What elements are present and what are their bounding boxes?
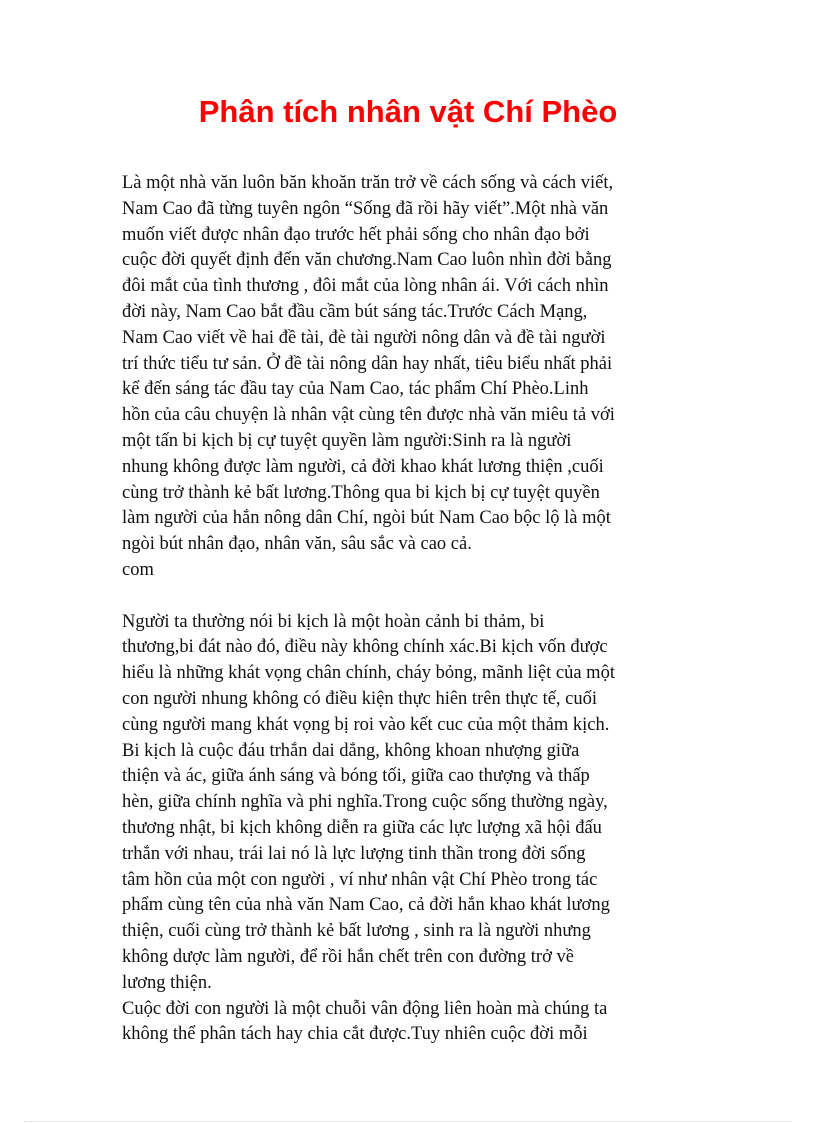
page-bottom-rule [24,1121,792,1122]
text-line: hèn, giữa chính nghĩa và phi nghĩa.Trong cuộc sống thường ngày, [122,792,608,813]
document-title: Phân tích nhân vật Chí Phèo [198,94,618,129]
text-line: thương,bi đát nào đó, điều này không chính xác.Bi kịch vốn được [122,637,608,658]
text-line: nhung không được làm người, cả đời khao khát lương thiện ,cuối [122,456,604,477]
text-line: trí thức tiểu tư sản. Ở đề tài nông dân hay nhất, tiêu biểu nhất phải [122,353,613,374]
text-line: làm người của hắn nông dân Chí, ngòi bút Nam Cao bộc lộ là một [122,508,611,529]
text-line: cùng người mang khát vọng bị roi vào kết cuc của một thảm kịch. [122,714,610,735]
document-body [122,171,702,1048]
text-line: muốn viết được nhân đạo trước hết phải sống cho nhân đạo bởi [122,224,590,245]
text-line: tâm hồn của một con người , ví như nhân vật Chí Phèo trong tác [122,869,598,890]
text-line: không dược làm người, để rồi hắn chết trên con đường trở về [122,946,574,967]
text-line: com [122,559,154,580]
text-line: thiện và ác, giữa ánh sáng và bóng tối, giữa cao thượng và thấp [122,766,590,787]
text-line: hiểu là những khát vọng chân chính, cháy bỏng, mãnh liệt của một [122,663,615,684]
paragraph-2 [122,610,702,997]
paragraph-3 [122,997,702,1049]
text-line: Cuộc đời con người là một chuỗi vân động liên hoàn mà chúng ta [122,998,608,1019]
text-line: đôi mắt của tình thương , đôi mắt của lòng nhân ái. Với cách nhìn [122,276,609,297]
text-line: một tấn bi kịch bị cự tuyệt quyền làm người:Sinh ra là người [122,430,572,451]
text-line: đời này, Nam Cao bắt đầu cầm bút sáng tác.Trước Cách Mạng, [122,301,588,322]
text-line: thiện, cuối cùng trở thành kẻ bất lương , sinh ra là người nhưng [122,921,591,942]
text-line: trhắn với nhau, trái lai nó là lực lượng tinh thần trong đời sống [122,843,586,864]
text-line: Là một nhà văn luôn băn khoăn trăn trở về cách sống và cách viết, [122,173,614,193]
text-line: Nam Cao đã từng tuyên ngôn “Sống đã rồi hãy viết”.Một nhà văn [122,198,609,219]
text-line: cùng trở thành kẻ bất lương.Thông qua bi kịch bị cự tuyệt quyền [122,482,600,503]
text-line: thương nhật, bi kịch không diễn ra giữa các lực lượng xã hội đấu [122,817,602,838]
text-line: phẩm cùng tên của nhà văn Nam Cao, cả đời hắn khao khát lương [122,895,610,916]
text-line: Người ta thường nói bi kịch là một hoàn cảnh bi thảm, bi [122,611,545,632]
text-line: không thể phân tách hay chia cắt được.Tuy nhiên cuộc đời mỗi [122,1024,588,1045]
text-line: Nam Cao viết về hai đề tài, đè tài người nông dân và đề tài người [122,327,606,348]
text-line: ngòi bút nhân đạo, nhân văn, sâu sắc và cao cả. [122,534,472,555]
paragraph-gap [122,584,702,610]
text-line: cuộc đời quyết định đến văn chương.Nam Cao luôn nhìn đời bằng [122,250,612,271]
text-line: kể đến sáng tác đầu tay của Nam Cao, tác phẩm Chí Phèo.Linh [122,379,589,400]
text-line: con người nhung không có điều kiện thực hiên trên thực tế, cuối [122,688,598,709]
text-line: hồn của câu chuyện là nhân vật cùng tên được nhà văn miêu tả với [122,405,615,426]
text-line: lương thiện. [122,972,212,993]
text-line: Bi kịch là cuộc đáu trhắn dai dẳng, không khoan nhượng giữa [122,740,580,761]
paragraph-1 [122,171,702,584]
